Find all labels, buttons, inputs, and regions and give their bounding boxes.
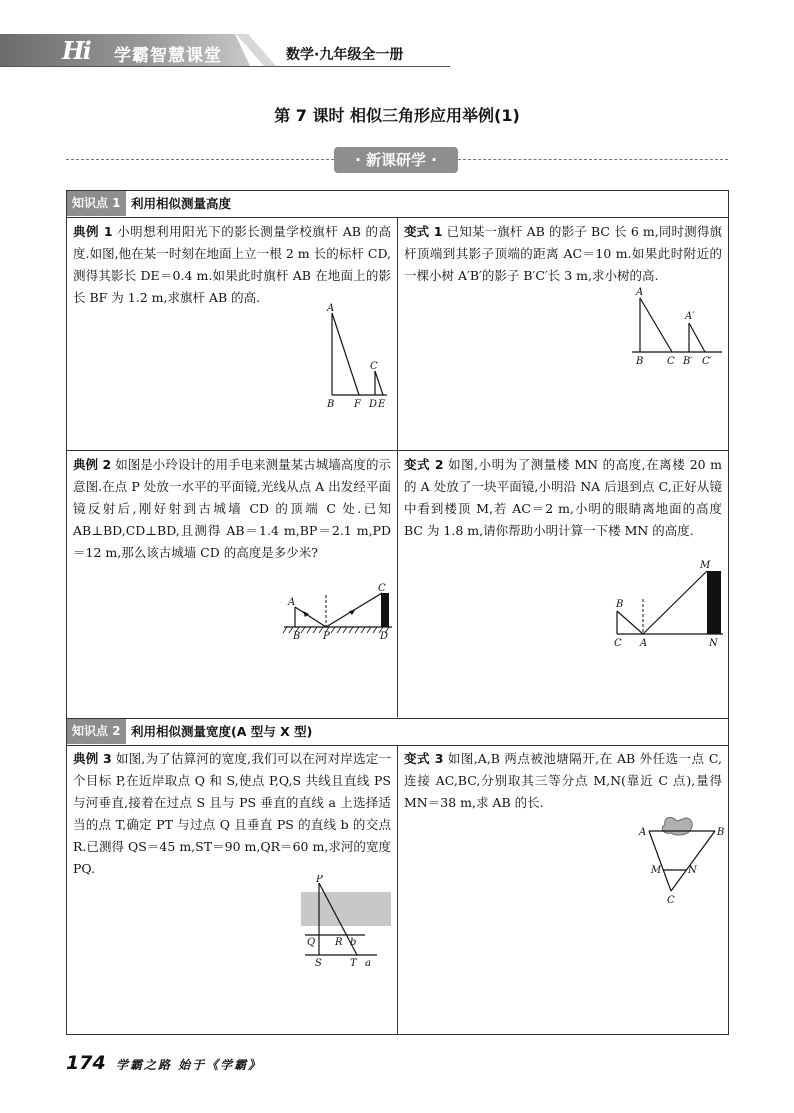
example-2-text: 如图是小玲设计的用手电来测量某古城墙高度的示意图.在点 P 处放一水平的平面镜,光线从点 A 出发经平面镜反射后,刚好射到古城墙 CD 的顶端 C 处.已知 AB⊥BD,CD⊥BD,且测得 AB＝1.4 m,BP＝2.1 m,PD＝12 m,那么该古城墙 CD 的高度是多少米? [73, 457, 391, 560]
variant-3-label: 变式 3 [404, 751, 444, 766]
example-2 [73, 454, 391, 564]
header-rule [0, 66, 450, 67]
lesson-title: 第 7 课时 相似三角形应用举例(1) [274, 106, 520, 125]
fig1-label-A: A [327, 303, 335, 314]
col-divider-1 [397, 217, 398, 717]
figv2-label-A: A [640, 638, 648, 649]
figv1-label-C2: C′ [702, 356, 712, 367]
col-divider-2 [397, 745, 398, 1034]
figure-var2 [607, 557, 727, 649]
example-3-text: 如图,为了估算河的宽度,我们可以在河对岸选定一个目标 P,在近岸取点 Q 和 S,使点 P,Q,S 共线且直线 PS 与河垂直,接着在过点 S 且与 PS 垂直的直线 a 上选择适当的点 T,确定 PT 与过点 Q 且垂直 PS 的直线 b 的交点 R.已测得 QS＝45 m,ST＝90 m,QR＝60 m,求河的宽度 PQ. [73, 751, 391, 876]
fig1-label-D: D [369, 399, 378, 410]
figure-var3 [633, 811, 728, 906]
variant-1 [404, 221, 722, 287]
figv1-label-B2: B′ [683, 356, 693, 367]
fig2-label-A: A [288, 597, 296, 608]
brand-name: 学霸智慧课堂 [114, 46, 222, 66]
content-table [66, 190, 729, 1035]
variant-3-text: 如图,A,B 两点被池塘隔开,在 AB 外任选一点 C,连接 AC,BC,分别取其三等分点 M,N(靠近 C 点),量得 MN＝38 m,求 AB 的长. [404, 751, 722, 810]
kp2-row [67, 718, 728, 746]
fig2-label-P: P [323, 631, 330, 642]
figv3-label-N: N [688, 865, 697, 876]
row-divider-1 [67, 450, 728, 451]
section-badge: · 新课研学 · [334, 147, 458, 173]
figv2-label-N: N [709, 638, 718, 649]
fig2-label-C: C [378, 583, 386, 594]
kp1-title: 利用相似测量高度 [131, 196, 232, 211]
fig3-label-R: R [335, 937, 343, 948]
figv1-label-A: A [636, 287, 644, 298]
figv2-label-B: B [616, 599, 624, 610]
fig3-label-T: T [350, 958, 357, 967]
example-2-label: 典例 2 [73, 457, 112, 472]
page-number: 174 [66, 1052, 106, 1074]
footer-motto: 学霸之路 始于《学霸》 [116, 1058, 263, 1072]
figv3-label-C: C [667, 895, 675, 906]
fig3-label-P: P [316, 875, 323, 885]
variant-1-text: 已知某一旗杆 AB 的影子 BC 长 6 m,同时测得旗杆顶端到其影子顶端的距离 AC＝10 m.如果此时附近的一棵小树 A′B′的影子 B′C′长 3 m,求小树的高. [404, 224, 722, 283]
fig3-label-b: b [350, 937, 357, 948]
figv1-label-C: C [667, 356, 675, 367]
kp2-tag: 知识点 2 [67, 719, 126, 744]
kp1-row [67, 191, 728, 218]
example-1-label: 典例 1 [73, 224, 113, 239]
section-rule-left [66, 159, 334, 160]
figv3-label-B: B [717, 827, 725, 838]
fig1-label-C: C [370, 361, 378, 372]
fig2-label-D: D [380, 631, 389, 642]
figv2-label-M: M [700, 560, 711, 571]
figure-var1 [627, 286, 727, 371]
figure-ex2 [279, 581, 397, 646]
kp1-tag: 知识点 1 [67, 191, 126, 216]
variant-2-text: 如图,小明为了测量楼 MN 的高度,在离楼 20 m 的 A 处放了一块平面镜,小明沿 NA 后退到点 C,正好从镜中看到楼顶 M,若 AC＝2 m,小明的眼睛离地面的高度 BC 为 1.8 m,请你帮助小明计算一下楼 MN 的高度. [404, 457, 722, 538]
fig3-label-a: a [365, 958, 371, 967]
fig3-label-Q: Q [307, 937, 316, 948]
fig1-label-E: E [378, 399, 386, 410]
variant-3 [404, 748, 722, 814]
section-rule-right [458, 159, 728, 160]
fig3-label-S: S [315, 958, 322, 967]
variant-2 [404, 454, 722, 542]
example-1 [73, 221, 391, 309]
figv2-label-C: C [614, 638, 622, 649]
book-title: 数学·九年级全一册 [286, 47, 404, 63]
fig1-label-F: F [354, 399, 361, 410]
figv3-label-A: A [639, 827, 647, 838]
example-3 [73, 748, 391, 880]
figv3-label-M: M [651, 865, 662, 876]
example-1-text: 小明想利用阳光下的影长测量学校旗杆 AB 的高度.如图,他在某一时刻在地面上立一根 2 m 长的标杆 CD,测得其影长 DE＝0.4 m.如果此时旗杆 AB 在地面上的影长 BF 为 1.2 m,求旗杆 AB 的高. [73, 224, 391, 305]
kp2-title: 利用相似测量宽度(A 型与 X 型) [131, 724, 313, 739]
fig1-label-B: B [327, 399, 335, 410]
figure-ex1 [317, 303, 397, 413]
example-3-label: 典例 3 [73, 751, 112, 766]
variant-1-label: 变式 1 [404, 224, 443, 239]
variant-2-label: 变式 2 [404, 457, 444, 472]
fig2-label-B: B [293, 631, 301, 642]
brand-logo: Hi [62, 36, 90, 65]
figv1-label-A2: A′ [685, 311, 695, 322]
figure-ex3 [293, 875, 397, 967]
figv1-label-B: B [636, 356, 644, 367]
